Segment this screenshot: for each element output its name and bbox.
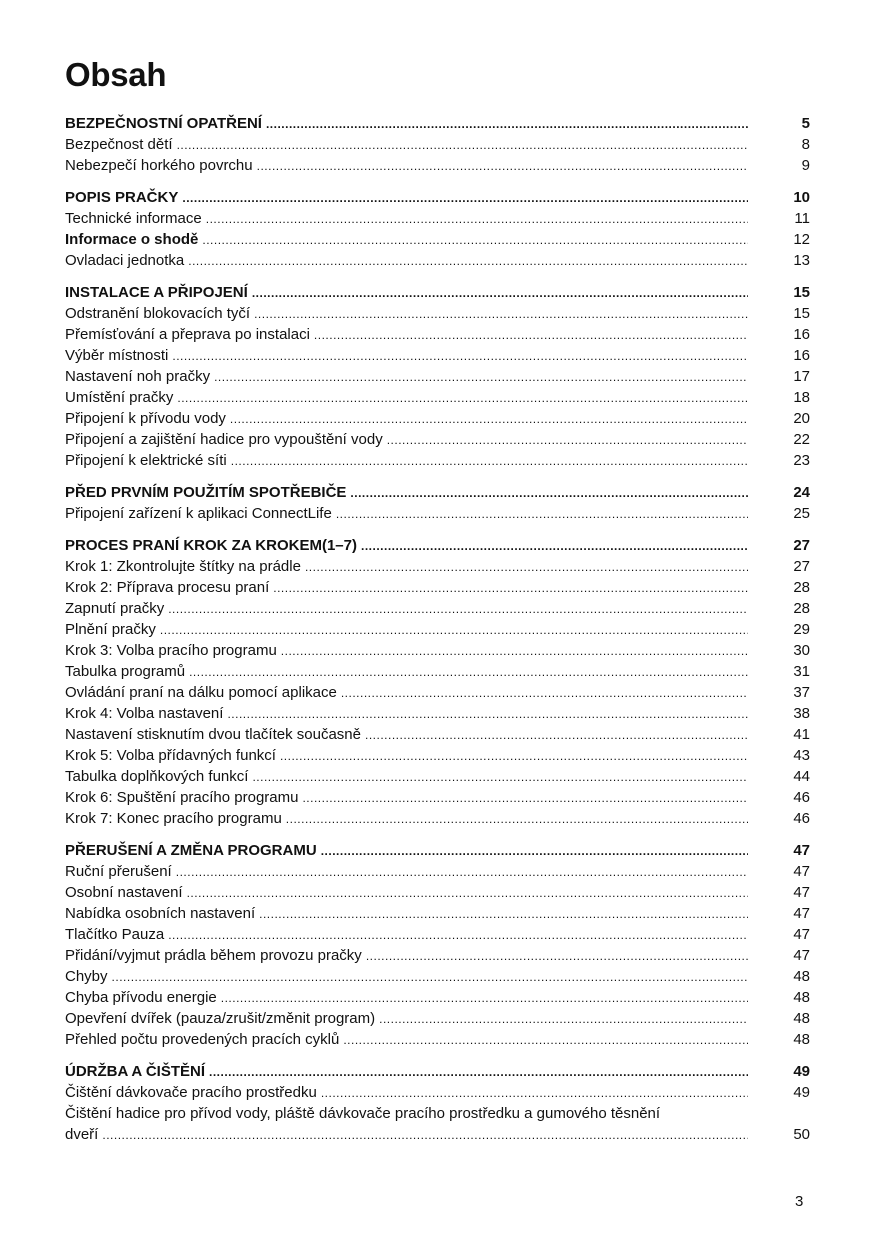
- toc-entry-page: 50: [793, 1126, 810, 1143]
- toc-entry-label: Krok 3: Volba pracího programu: [65, 642, 277, 659]
- toc-entry-page: 30: [793, 642, 810, 659]
- dot-leader: [112, 967, 748, 988]
- dot-leader: [172, 346, 748, 367]
- toc-entry-label: PROCES PRANÍ KROK ZA KROKEM(1–7): [65, 537, 357, 554]
- dot-leader: [189, 662, 748, 683]
- toc-entry-page: 44: [793, 768, 810, 785]
- toc-section: [65, 535, 810, 829]
- toc-entry-label: Připojení zařízení k aplikaci ConnectLife: [65, 505, 332, 522]
- toc-entry[interactable]: [65, 766, 810, 787]
- toc-entry-label: Tabulka programů: [65, 663, 186, 680]
- toc-entry-page: 9: [801, 157, 810, 174]
- toc-chapter-entry[interactable]: [65, 1061, 810, 1082]
- dot-leader: [379, 1009, 748, 1030]
- toc-entry[interactable]: [65, 155, 810, 176]
- toc-entry-label: PŘERUŠENÍ A ZMĚNA PROGRAMU: [65, 842, 317, 859]
- toc-entry-page: 12: [793, 231, 810, 248]
- toc-entry-label: Osobní nastavení: [65, 884, 183, 901]
- dot-leader: [350, 483, 748, 504]
- toc-entry-page: 37: [793, 684, 810, 701]
- dot-leader: [160, 620, 748, 641]
- page-number: 3: [795, 1193, 804, 1210]
- toc-entry-label: Nastavení stisknutím dvou tlačítek současně: [65, 726, 361, 743]
- toc-entry[interactable]: [65, 682, 810, 703]
- toc-entry-label: POPIS PRAČKY: [65, 189, 179, 206]
- toc-entry-label: Plnění pračky: [65, 621, 156, 638]
- toc-entry-label: dveří: [65, 1126, 99, 1143]
- table-of-contents: [65, 113, 810, 1156]
- toc-entry-label: Krok 1: Zkontrolujte štítky na prádle: [65, 558, 301, 575]
- dot-leader: [231, 451, 748, 472]
- toc-entry-page: 46: [793, 810, 810, 827]
- toc-entry[interactable]: [65, 429, 810, 450]
- toc-entry-label: Krok 2: Příprava procesu praní: [65, 579, 270, 596]
- toc-entry-label: Nebezpečí horkého povrchu: [65, 157, 253, 174]
- toc-entry-page: 16: [793, 326, 810, 343]
- toc-entry-label: INSTALACE A PŘIPOJENÍ: [65, 284, 248, 301]
- toc-entry-label: Krok 5: Volba přídavných funkcí: [65, 747, 276, 764]
- dot-leader: [321, 841, 748, 862]
- dot-leader: [177, 135, 748, 156]
- dot-leader: [366, 946, 748, 967]
- dot-leader: [387, 430, 748, 451]
- toc-entry[interactable]: [65, 1029, 810, 1050]
- toc-entry[interactable]: [65, 882, 810, 903]
- toc-entry-label: Tlačítko Pauza: [65, 926, 165, 943]
- toc-entry-page: 11: [794, 210, 810, 227]
- toc-entry-label: Chyba přívodu energie: [65, 989, 217, 1006]
- dot-leader: [266, 114, 748, 135]
- toc-entry-page: 18: [793, 389, 810, 406]
- dot-leader: [168, 599, 748, 620]
- toc-chapter-entry[interactable]: [65, 282, 810, 303]
- dot-leader: [254, 304, 748, 325]
- toc-entry-page: 13: [793, 252, 810, 269]
- toc-entry-label: Čištění hadice pro přívod vody, pláště dávkovače pracího prostředku a gumového těsnění: [65, 1105, 661, 1122]
- toc-section: [65, 282, 810, 471]
- toc-entry-page: 49: [793, 1084, 810, 1101]
- page-title: Obsah: [65, 56, 167, 93]
- toc-entry-label: Ovládání praní na dálku pomocí aplikace: [65, 684, 337, 701]
- dot-leader: [305, 557, 748, 578]
- toc-entry[interactable]: [65, 945, 810, 966]
- toc-entry[interactable]: [65, 303, 810, 324]
- toc-entry[interactable]: [65, 966, 810, 987]
- dot-leader: [252, 283, 748, 304]
- toc-entry-page: 49: [793, 1063, 810, 1080]
- toc-entry[interactable]: [65, 208, 810, 229]
- dot-leader: [214, 367, 748, 388]
- toc-entry[interactable]: [65, 808, 810, 829]
- dot-leader: [209, 1062, 748, 1083]
- toc-chapter-entry[interactable]: [65, 535, 810, 556]
- toc-entry[interactable]: [65, 134, 810, 155]
- toc-entry-label: Nabídka osobních nastavení: [65, 905, 256, 922]
- toc-entry-page: 25: [793, 505, 810, 522]
- toc-entry-label: Bezpečnost dětí: [65, 136, 173, 153]
- toc-entry-page: 48: [793, 1010, 810, 1027]
- toc-entry-page: 46: [793, 789, 810, 806]
- toc-chapter-entry[interactable]: [65, 187, 810, 208]
- toc-entry-wrapped-line[interactable]: [65, 1103, 810, 1124]
- toc-entry-label: Zapnutí pračky: [65, 600, 165, 617]
- toc-section: [65, 482, 810, 524]
- toc-entry-label: Krok 6: Spuštění pracího programu: [65, 789, 299, 806]
- toc-entry-page: 28: [793, 579, 810, 596]
- toc-entry[interactable]: [65, 745, 810, 766]
- toc-entry-page: 24: [793, 484, 810, 501]
- toc-entry-page: 27: [793, 537, 810, 554]
- toc-entry-label: Výběr místnosti: [65, 347, 169, 364]
- toc-entry-label: Chyby: [65, 968, 108, 985]
- toc-entry-label: Krok 7: Konec pracího programu: [65, 810, 282, 827]
- toc-entry-page: 8: [801, 136, 810, 153]
- toc-entry[interactable]: [65, 577, 810, 598]
- toc-entry[interactable]: [65, 903, 810, 924]
- toc-entry-label: Připojení k elektrické síti: [65, 452, 227, 469]
- toc-entry-page: 48: [793, 968, 810, 985]
- toc-entry-page: 41: [793, 726, 810, 743]
- dot-leader: [221, 988, 748, 1009]
- toc-entry-label: Nastavení noh pračky: [65, 368, 211, 385]
- toc-entry[interactable]: [65, 1124, 810, 1145]
- toc-entry-page: 16: [793, 347, 810, 364]
- toc-entry[interactable]: [65, 861, 810, 882]
- toc-entry-page: 29: [793, 621, 810, 638]
- toc-entry[interactable]: [65, 1008, 810, 1029]
- dot-leader: [168, 925, 748, 946]
- dot-leader: [314, 325, 748, 346]
- toc-entry-page: 47: [793, 884, 810, 901]
- toc-entry[interactable]: [65, 1082, 810, 1103]
- dot-leader: [177, 388, 748, 409]
- toc-entry-label: Ovladaci jednotka: [65, 252, 185, 269]
- dot-leader: [321, 1083, 748, 1104]
- toc-entry-page: 17: [793, 368, 810, 385]
- toc-entry-page: 22: [793, 431, 810, 448]
- dot-leader: [188, 251, 748, 272]
- toc-entry[interactable]: [65, 724, 810, 745]
- toc-entry[interactable]: [65, 987, 810, 1008]
- toc-entry-page: 47: [793, 947, 810, 964]
- toc-entry[interactable]: [65, 661, 810, 682]
- toc-entry[interactable]: [65, 503, 810, 524]
- toc-entry-label: Informace o shodě: [65, 231, 199, 248]
- toc-entry-page: 28: [793, 600, 810, 617]
- toc-entry[interactable]: [65, 250, 810, 271]
- toc-section: [65, 187, 810, 271]
- dot-leader: [286, 809, 748, 830]
- toc-entry[interactable]: [65, 598, 810, 619]
- dot-leader: [302, 788, 748, 809]
- toc-entry-label: Čištění dávkovače pracího prostředku: [65, 1084, 317, 1101]
- toc-entry-page: 48: [793, 989, 810, 1006]
- toc-entry[interactable]: [65, 640, 810, 661]
- toc-entry-label: Připojení k přívodu vody: [65, 410, 226, 427]
- toc-entry[interactable]: [65, 229, 810, 250]
- toc-entry-page: 47: [793, 905, 810, 922]
- toc-entry-page: 47: [793, 842, 810, 859]
- dot-leader: [259, 904, 748, 925]
- toc-entry-page: 47: [793, 863, 810, 880]
- toc-entry-label: Přemísťování a přeprava po instalaci: [65, 326, 310, 343]
- dot-leader: [341, 683, 748, 704]
- dot-leader: [336, 504, 748, 525]
- toc-entry-label: Přidání/vyjmut prádla během provozu pračky: [65, 947, 362, 964]
- dot-leader: [227, 704, 748, 725]
- toc-entry-page: 15: [793, 284, 810, 301]
- toc-entry[interactable]: [65, 366, 810, 387]
- toc-entry-label: Technické informace: [65, 210, 202, 227]
- toc-entry-label: Tabulka doplňkových funkcí: [65, 768, 249, 785]
- dot-leader: [206, 209, 748, 230]
- toc-entry-label: Odstranění blokovacích tyčí: [65, 305, 251, 322]
- dot-leader: [343, 1030, 748, 1051]
- dot-leader: [187, 883, 748, 904]
- dot-leader: [102, 1125, 748, 1146]
- toc-entry-label: Připojení a zajištění hadice pro vypouštění vody: [65, 431, 383, 448]
- dot-leader: [182, 188, 748, 209]
- dot-leader: [176, 862, 748, 883]
- toc-entry-label: Opevření dvířek (pauza/zrušit/změnit program): [65, 1010, 376, 1027]
- toc-entry[interactable]: [65, 408, 810, 429]
- toc-entry-page: 48: [793, 1031, 810, 1048]
- toc-entry[interactable]: [65, 324, 810, 345]
- dot-leader: [281, 641, 748, 662]
- toc-entry-label: Umístění pračky: [65, 389, 174, 406]
- toc-entry-label: BEZPEČNOSTNÍ OPATŘENÍ: [65, 115, 262, 132]
- toc-entry[interactable]: [65, 924, 810, 945]
- toc-entry-page: 10: [793, 189, 810, 206]
- toc-entry-page: 31: [793, 663, 810, 680]
- dot-leader: [361, 536, 748, 557]
- toc-entry-page: 23: [793, 452, 810, 469]
- toc-section: [65, 840, 810, 1050]
- toc-entry-page: 47: [793, 926, 810, 943]
- toc-entry[interactable]: [65, 387, 810, 408]
- toc-section: [65, 113, 810, 176]
- toc-chapter-entry[interactable]: [65, 840, 810, 861]
- dot-leader: [202, 230, 748, 251]
- toc-entry-page: 27: [793, 558, 810, 575]
- dot-leader: [252, 767, 748, 788]
- dot-leader: [365, 725, 748, 746]
- dot-leader: [257, 156, 748, 177]
- toc-entry[interactable]: [65, 345, 810, 366]
- toc-entry[interactable]: [65, 556, 810, 577]
- toc-entry[interactable]: [65, 703, 810, 724]
- toc-entry-label: ÚDRŽBA A ČIŠTĚNÍ: [65, 1063, 205, 1080]
- toc-chapter-entry[interactable]: [65, 482, 810, 503]
- dot-leader: [280, 746, 748, 767]
- toc-section: [65, 1061, 810, 1145]
- toc-entry[interactable]: [65, 787, 810, 808]
- toc-entry-page: 5: [801, 115, 810, 132]
- toc-entry-page: 20: [793, 410, 810, 427]
- toc-entry-page: 15: [793, 305, 810, 322]
- toc-entry-label: Přehled počtu provedených pracích cyklů: [65, 1031, 340, 1048]
- toc-entry[interactable]: [65, 619, 810, 640]
- toc-entry-label: PŘED PRVNÍM POUŽITÍM SPOTŘEBIČE: [65, 484, 347, 501]
- toc-entry-label: Ruční přerušení: [65, 863, 172, 880]
- toc-entry-label: Krok 4: Volba nastavení: [65, 705, 224, 722]
- toc-chapter-entry[interactable]: [65, 113, 810, 134]
- toc-entry-page: 38: [793, 705, 810, 722]
- toc-entry-page: 43: [793, 747, 810, 764]
- dot-leader: [230, 409, 748, 430]
- dot-leader: [273, 578, 748, 599]
- toc-entry[interactable]: [65, 450, 810, 471]
